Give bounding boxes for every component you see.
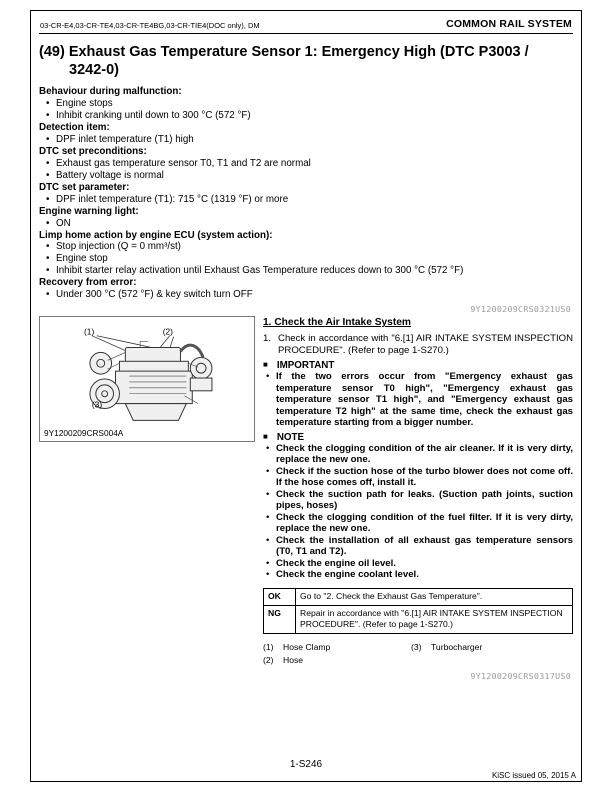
note-bullet: • Check the installation of all exhaust gas temperature sensors (T0, T1 and T2). (263, 535, 573, 558)
note-label: ■ NOTE (263, 432, 573, 443)
step-number: 1. (263, 333, 272, 345)
engine-drawing (40, 317, 254, 441)
spec-label: Recovery from error: (39, 277, 137, 289)
spec-bullet: • Stop injection (Q = 0 mm³/st) (39, 241, 573, 253)
procedure-heading: 1. Check the Air Intake System (263, 317, 411, 329)
header-model-codes: 03-CR-E4,03-CR-TE4,03-CR-TE4BG,03-CR-TIE4(DOC only), DM (40, 21, 260, 30)
spec-bullet: • DPF inlet temperature (T1): 715 °C (1319 °F) or more (39, 194, 573, 206)
legend-item (263, 641, 411, 654)
table-row-ok (264, 588, 573, 605)
procedure-column (263, 316, 573, 683)
legend-column-1 (263, 641, 411, 668)
spec-label: DTC set parameter: (39, 181, 130, 193)
page-number: 1-S246 (289, 759, 323, 770)
page-header (39, 16, 573, 34)
result-ng-label: NG (264, 605, 296, 633)
header-section-title: COMMON RAIL SYSTEM (446, 18, 572, 30)
spec-bullet: • Under 300 °C (572 °F) & key switch turn OFF (39, 289, 573, 301)
legend-num: (2) (263, 655, 274, 666)
spec-bullet: • Engine stops (39, 98, 573, 110)
result-table (263, 588, 573, 635)
legend-label: Hose (283, 655, 304, 666)
spec-label: Engine warning light: (39, 205, 139, 217)
engine-body-shapes (90, 345, 212, 420)
spec-bullet: • Battery voltage is normal (39, 170, 573, 182)
figure-callout-3: (3) (91, 399, 103, 410)
spec-label: Detection item: (39, 122, 110, 134)
legend-num: (3) (411, 642, 422, 653)
figure-callout-1: (1) (84, 326, 95, 337)
legend-label: Turbocharger (431, 642, 483, 653)
important-label: ■ IMPORTANT (263, 360, 573, 371)
figure-callout-2: (2) (162, 326, 173, 337)
note-bullet: • Check the engine oil level. (263, 558, 573, 570)
page-title: (49) Exhaust Gas Temperature Sensor 1: Emergency High (DTC P3003 / 3242-0) (39, 44, 529, 79)
figure-caption: 9Y1200209CRS004A (44, 428, 124, 439)
spec-bullet: • Engine stop (39, 253, 573, 265)
result-ng-action: Repair in accordance with "6.[1] AIR INTAKE SYSTEM INSPECTION PROCEDURE". (Refer to page 1-S270.) (296, 605, 573, 633)
document-code-top: 9Y1200209CRS0321US0 (470, 304, 571, 315)
step-text: Check in accordance with "6.[1] AIR INTAKE SYSTEM INSPECTION PROCEDURE". (Refer to page 1-S270.) (278, 333, 573, 356)
page-frame (30, 10, 582, 782)
figure-column (39, 316, 255, 683)
legend-column-2 (411, 641, 482, 668)
two-column-area (39, 316, 573, 683)
spec-bullet: • DPF inlet temperature (T1) high (39, 134, 573, 146)
note-bullet: • Check the engine coolant level. (263, 569, 573, 581)
engine-figure (39, 316, 255, 442)
spec-label: DTC set preconditions: (39, 145, 147, 157)
legend-label: Hose Clamp (283, 642, 331, 653)
legend-num: (1) (263, 642, 274, 653)
result-ok-action: Go to "2. Check the Exhaust Gas Temperature". (296, 588, 573, 605)
spec-bullet: • Inhibit starter relay activation until Exhaust Gas Temperature reduces down to 300 °C (572 °F) (39, 265, 573, 277)
dtc-spec-list (39, 86, 573, 301)
document-code-bottom: 9Y1200209CRS0317US0 (470, 670, 571, 681)
note-bullet: • Check if the suction hose of the turbo blower does not come off. If the hose comes off, install it. (263, 466, 573, 489)
table-row-ng (264, 605, 573, 633)
result-ok-label: OK (264, 588, 296, 605)
procedure-step (263, 333, 573, 356)
legend-item (411, 641, 482, 654)
spec-bullet: • Inhibit cranking until down to 300 °C (572 °F) (39, 110, 573, 122)
important-bullet: • If the two errors occur from "Emergency exhaust gas temperature sensor T0 high", "Emergency exhaust gas temperature sensor T1 high", and "Emergency exhaust gas temperature T2 high" at the same time, check the exhaust gas temperature starting from a bigger number. (263, 371, 573, 429)
spec-label: Limp home action by engine ECU (system action): (39, 229, 273, 241)
spec-bullet: • ON (39, 218, 573, 230)
note-bullet: • Check the clogging condition of the air cleaner. If it is very dirty, replace the new one. (263, 443, 573, 466)
spec-bullet: • Exhaust gas temperature sensor T0, T1 and T2 are normal (39, 158, 573, 170)
note-bullet: • Check the suction path for leaks. (Suction path joints, suction pipes, hoses) (263, 489, 573, 512)
spec-label: Behaviour during malfunction: (39, 86, 182, 98)
note-bullet: • Check the clogging condition of the fuel filter. If it is very dirty, replace the new one. (263, 512, 573, 535)
legend-item (263, 654, 411, 667)
figure-legend (263, 641, 573, 668)
issued-note: KiSC issued 05, 2015 A (491, 771, 576, 780)
